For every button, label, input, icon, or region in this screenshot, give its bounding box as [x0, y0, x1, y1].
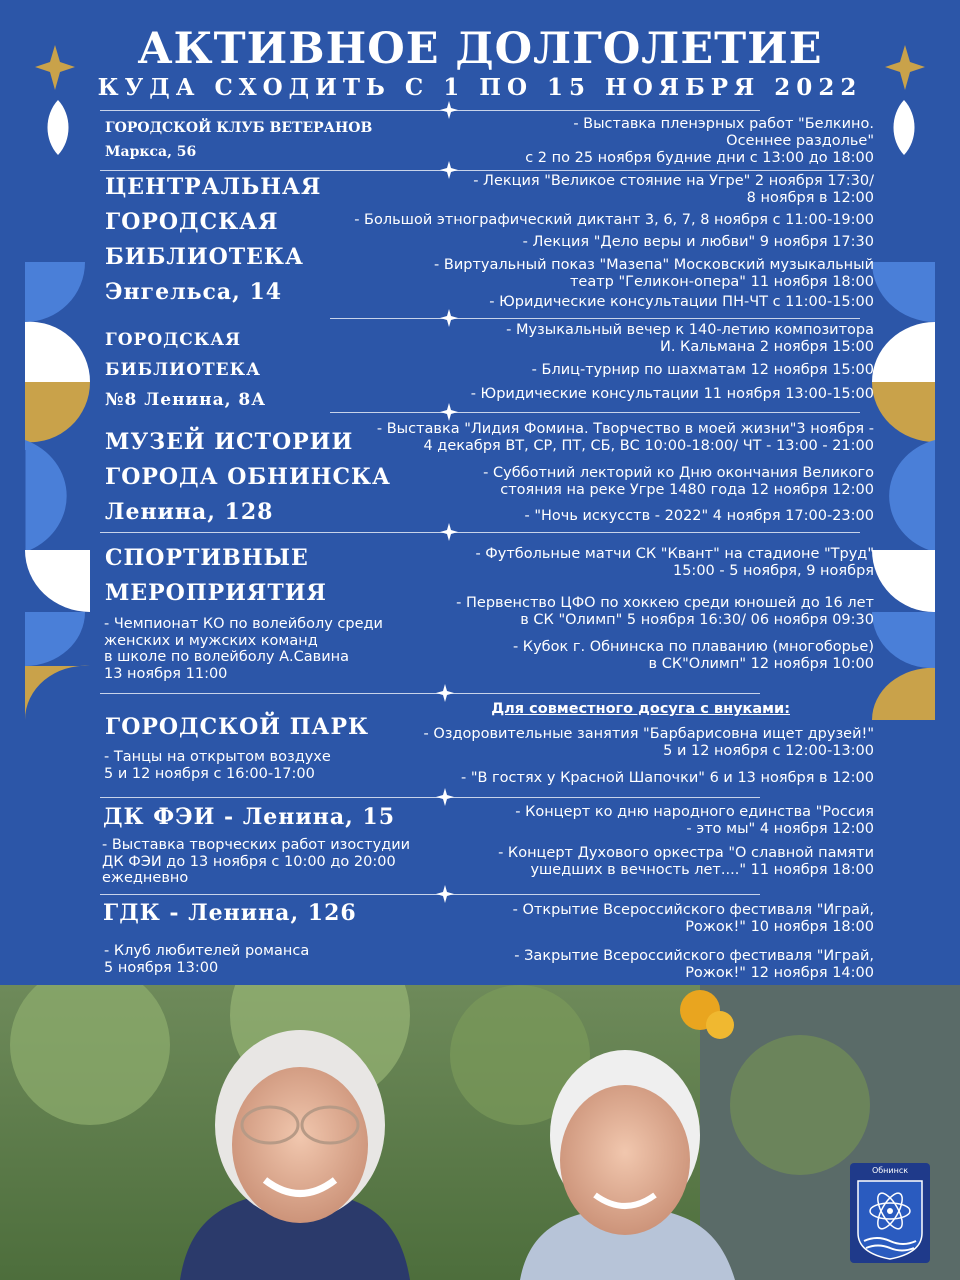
city-emblem	[850, 1163, 930, 1263]
venue-library-8: ГОРОДСКАЯ БИБЛИОТЕКА №8 Ленина, 8А	[105, 330, 267, 410]
sparkle-icon	[436, 684, 454, 702]
venue-address: Энгельса, 14	[105, 279, 283, 305]
event-item: - Закрытие Всероссийского фестиваля "Играй, Рожок!" 12 ноября 14:00	[514, 948, 874, 981]
emblem-label: Обнинск	[871, 1166, 909, 1175]
event-item: - Субботний лекторий ко Дню окончания Великого стояния на реке Угре 1480 года 12 ноября 12:00	[483, 465, 874, 498]
event-item: - Первенство ЦФО по хоккею среди юношей до 16 лет в СК "Олимп" 5 ноября 16:30/ 06 ноября 09:30	[456, 595, 874, 628]
venue-sport: СПОРТИВНЫЕ МЕРОПРИЯТИЯ	[105, 545, 327, 606]
event-item: - Большой этнографический диктант 3, 6, 7, 8 ноября с 11:00-19:00	[354, 212, 874, 228]
venue-gdk: ГДК - Ленина, 126	[103, 900, 357, 926]
venue-address: Ленина, 128	[105, 499, 274, 525]
divider	[100, 110, 760, 111]
event-dancing: - Танцы на открытом воздухе 5 и 12 ноября с 16:00-17:00	[104, 749, 331, 782]
divider	[100, 532, 860, 533]
event-item: - Виртуальный показ "Мазепа" Московский музыкальный театр "Геликон-опера" 11 ноября 18:00	[434, 257, 874, 290]
event-volleyball: - Чемпионат КО по волейболу среди женских и мужских команд в школе по волейболу А.Савина 13 ноября 11:00	[104, 616, 383, 682]
divider	[100, 797, 760, 798]
sparkle-icon	[440, 523, 458, 541]
venue-name: ГОРОДСКОЙ КЛУБ ВЕТЕРАНОВ	[105, 120, 373, 136]
grandchildren-note: Для совместного досуга с внуками:	[491, 701, 790, 717]
couple-photo	[0, 985, 960, 1280]
event-veterans-exhibition: - Выставка пленэрных работ "Белкино. Осеннее раздолье" с 2 по 25 ноября будние дни с 13:00 до 18:00	[525, 116, 874, 166]
event-item: - Юридические консультации ПН-ЧТ с 11:00-15:00	[489, 294, 874, 310]
venue-central-library: ЦЕНТРАЛЬНАЯ ГОРОДСКАЯ БИБЛИОТЕКА Энгельса, 14	[105, 170, 321, 310]
divider	[330, 412, 860, 413]
divider	[100, 894, 760, 895]
event-item: - Юридические консультации 11 ноября 13:00-15:00	[470, 386, 874, 402]
event-item: - Лекция "Великое стояние на Угре" 2 ноября 17:30/ 8 ноября в 12:00	[473, 173, 874, 206]
venue-museum: МУЗЕЙ ИСТОРИИ ГОРОДА ОБНИНСКА Ленина, 128	[105, 425, 391, 530]
event-romance-club: - Клуб любителей романса 5 ноября 13:00	[104, 943, 310, 976]
sparkle-icon	[440, 101, 458, 119]
venue-park: ГОРОДСКОЙ ПАРК	[105, 714, 370, 740]
event-item: - Блиц-турнир по шахматам 12 ноября 15:00	[531, 362, 874, 378]
event-item: - Концерт ко дню народного единства "Россия - это мы" 4 ноября 12:00	[515, 804, 874, 837]
event-item: - "Ночь искусств - 2022" 4 ноября 17:00-23:00	[524, 508, 874, 524]
page-subtitle: КУДА СХОДИТЬ С 1 ПО 15 НОЯБРЯ 2022	[97, 74, 863, 101]
left-decoration	[0, 0, 100, 985]
sparkle-icon	[440, 403, 458, 421]
event-art-exhibition: - Выставка творческих работ изостудии ДК ФЭИ до 13 ноября с 10:00 до 20:00 ежедневно	[102, 837, 411, 886]
divider	[100, 693, 760, 694]
event-item: - Лекция "Дело веры и любви" 9 ноября 17:30	[522, 234, 874, 250]
sparkle-icon	[440, 161, 458, 179]
divider	[330, 318, 860, 319]
venue-veterans	[105, 118, 372, 162]
event-item: - Кубок г. Обнинска по плаванию (многоборье) в СК"Олимп" 12 ноября 10:00	[512, 639, 874, 672]
sparkle-icon	[436, 885, 454, 903]
event-item: - Открытие Всероссийского фестиваля "Играй, Рожок!" 10 ноября 18:00	[512, 902, 874, 935]
event-item: - "В гостях у Красной Шапочки" 6 и 13 ноября в 12:00	[460, 770, 874, 786]
event-item: - Музыкальный вечер к 140-летию композитора И. Кальмана 2 ноября 15:00	[506, 322, 874, 355]
event-item: - Выставка "Лидия Фомина. Творчество в моей жизни"3 ноября - 4 декабря ВТ, СР, ПТ, СБ, ВС 10:00-18:00/ ЧТ - 13:00 - 21:00	[376, 421, 874, 454]
venue-address: Маркса, 56	[105, 144, 197, 160]
event-item: - Оздоровительные занятия "Барбарисовна ищет друзей!" 5 и 12 ноября с 12:00-13:00	[423, 726, 874, 759]
right-decoration	[860, 0, 960, 985]
event-item: - Концерт Духового оркестра "О славной памяти ушедших в вечность лет...." 11 ноября 18:00	[498, 845, 874, 878]
venue-dk-fei: ДК ФЭИ - Ленина, 15	[103, 804, 396, 830]
event-item: - Футбольные матчи СК "Квант" на стадионе "Труд" 15:00 - 5 ноября, 9 ноября	[475, 546, 874, 579]
sparkle-icon	[436, 788, 454, 806]
sparkle-icon	[440, 309, 458, 327]
page-title: АКТИВНОЕ ДОЛГОЛЕТИЕ	[137, 24, 823, 74]
